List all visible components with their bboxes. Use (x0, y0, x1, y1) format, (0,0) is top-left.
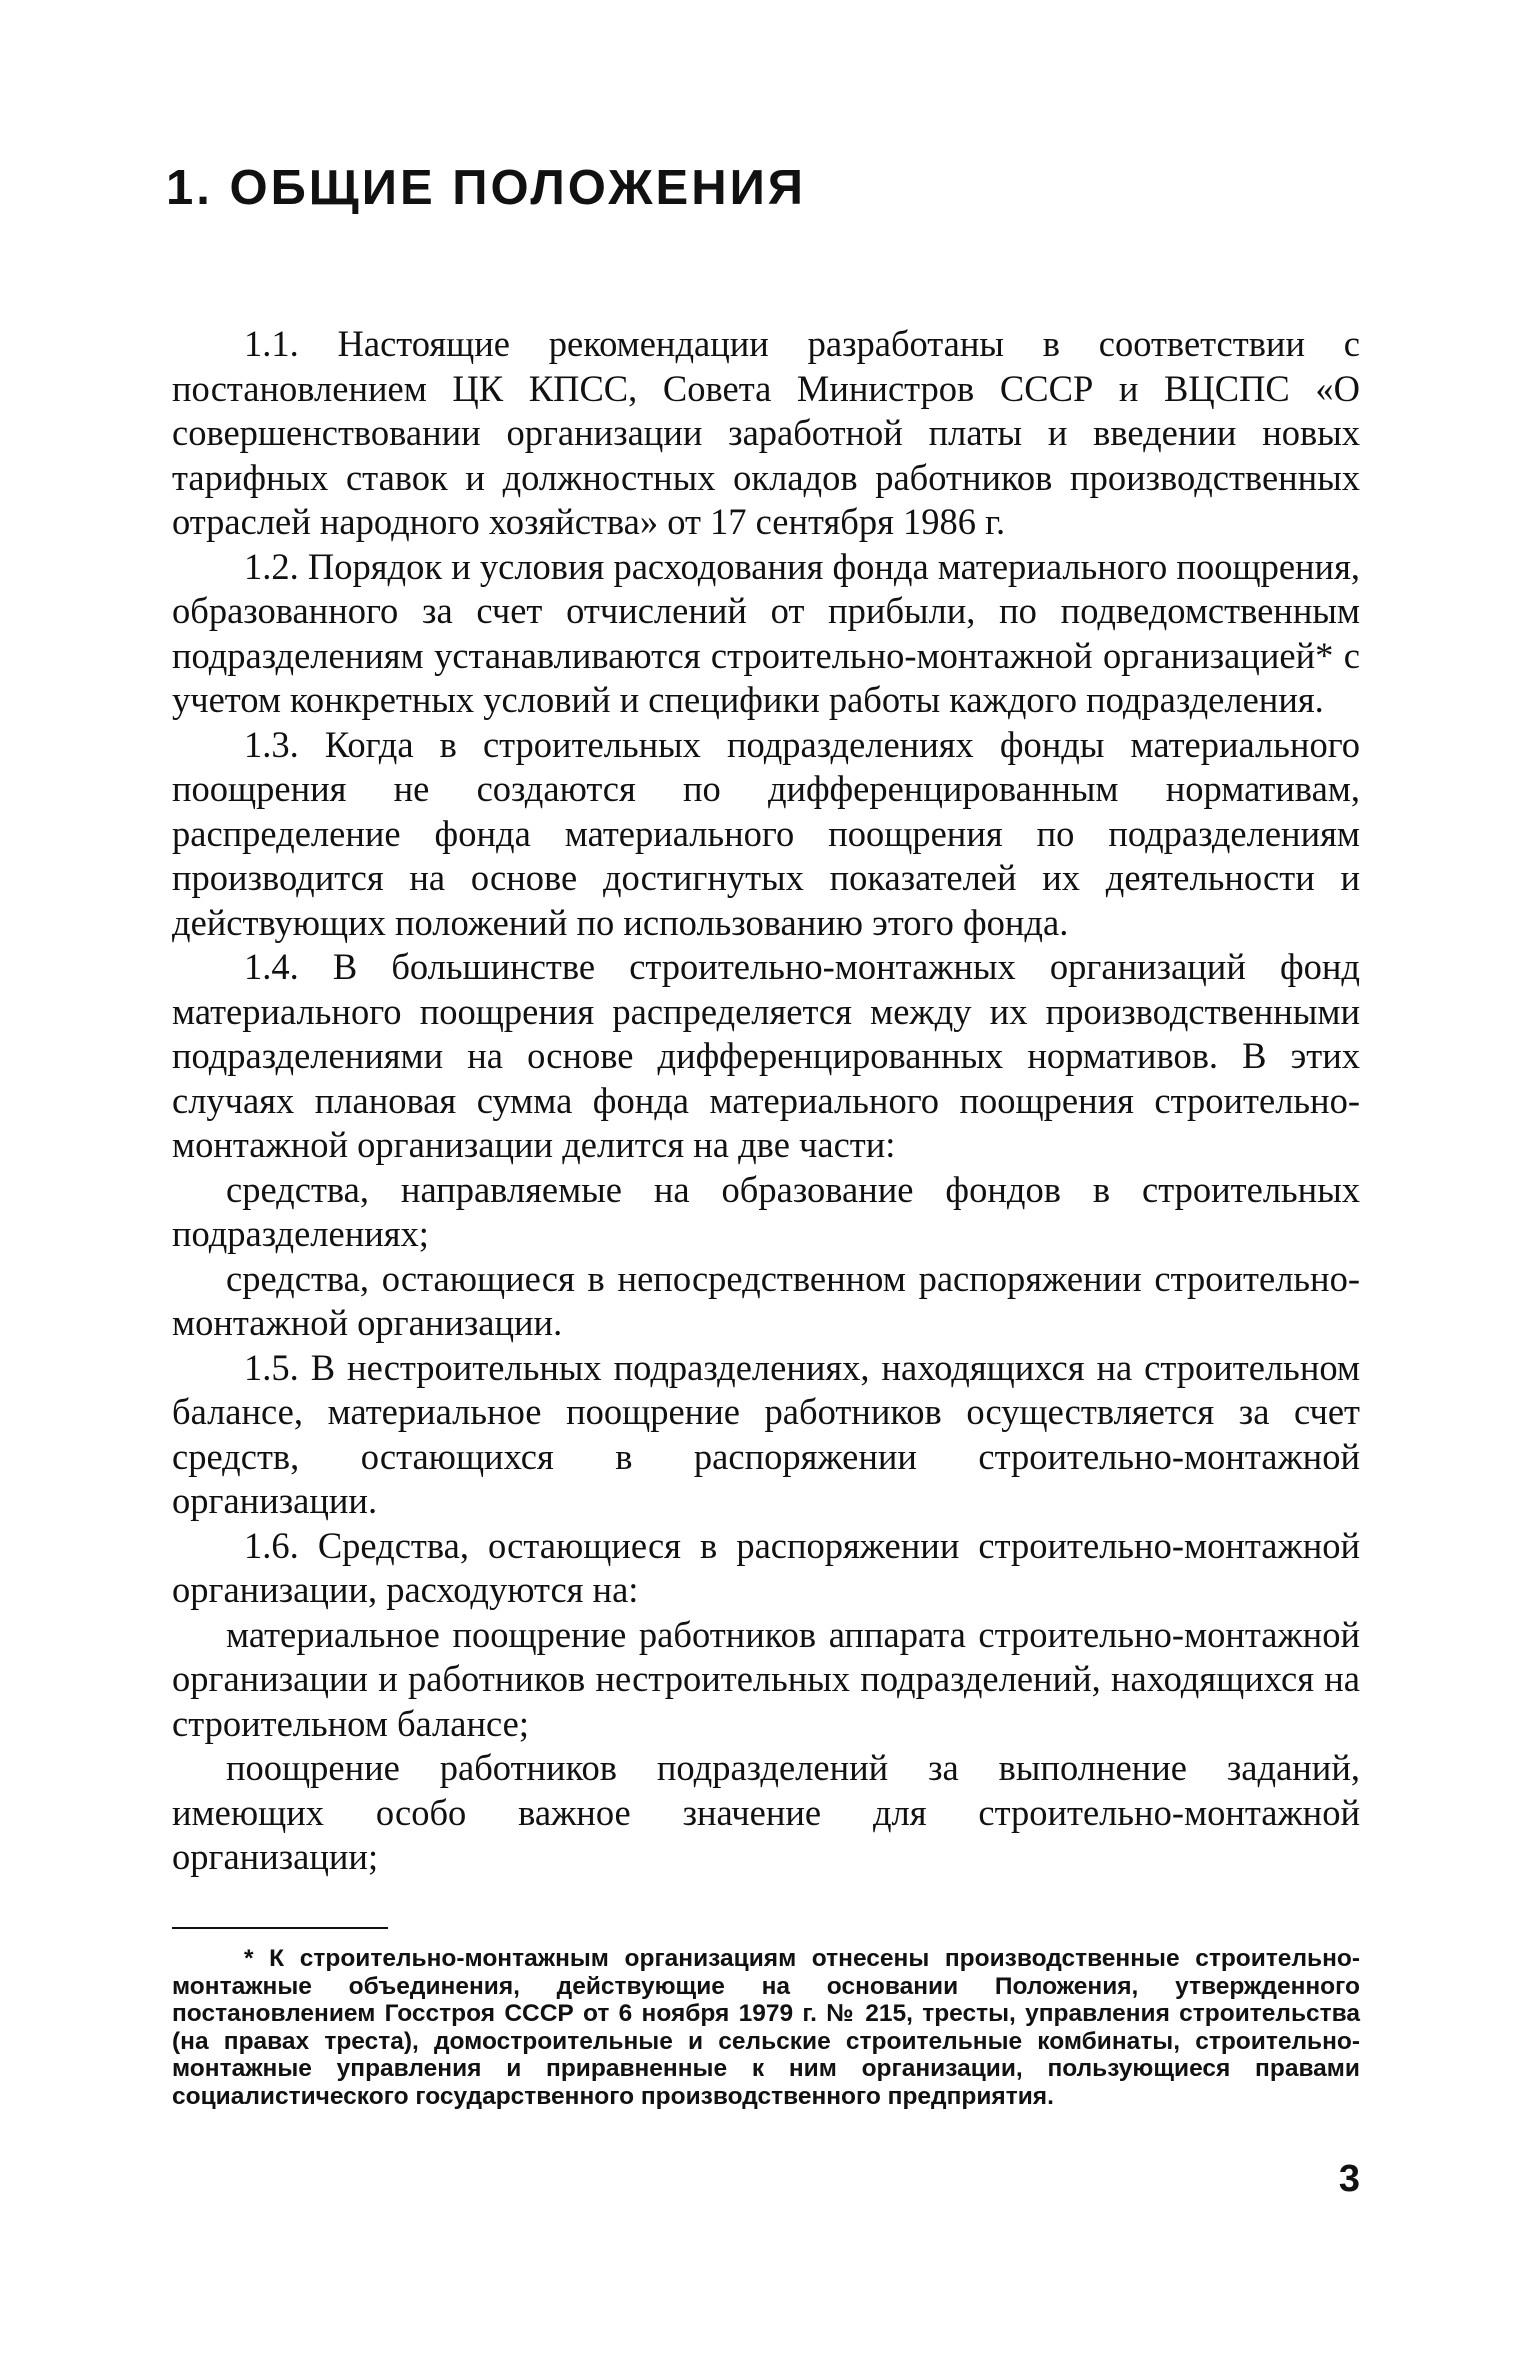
list-item (172, 1613, 1360, 1747)
paragraph-number: 1.4. (244, 946, 299, 987)
paragraph-number: 1.6. (244, 1524, 299, 1566)
paragraph-text: В большинстве строительно-монтажных организаций фонд материального поощрения распределяется между их производственными подразделениями на основе дифференцированных нормативов. В этих случаях плановая сумма фонда материального поощрения строительно-монтажной организации делится на две части: (172, 946, 1360, 1165)
section-heading: 1. ОБЩИЕ ПОЛОЖЕНИЯ (166, 161, 807, 215)
list-item (172, 1746, 1360, 1880)
paragraph-number: 1.5. (244, 1346, 299, 1388)
paragraph-text: поощрение работников подразделений за выполнение заданий, имеющих особо важное значение для строительно-монтажной организации; (172, 1747, 1360, 1877)
document-body (172, 322, 1360, 1880)
paragraph-1-5 (172, 1346, 1360, 1524)
paragraph-text: В нестроительных подразделениях, находящихся на строительном балансе, материальное поощрение работников осуществляется за счет средств, остающихся в распоряжении строительно-монтажной организации. (172, 1346, 1361, 1521)
paragraph-number: 1.1. (244, 323, 299, 364)
list-item (172, 1257, 1360, 1346)
paragraph-text: средства, направляемые на образование фондов в строительных подразделениях; (172, 1168, 1360, 1254)
page-number: 3 (1338, 2158, 1360, 2200)
paragraph-number: 1.2. (244, 545, 299, 587)
paragraph-text: Средства, остающиеся в распоряжении строительно-монтажной организации, расходуются на: (172, 1524, 1361, 1610)
paragraph-text: материальное поощрение работников аппарата строительно-монтажной организации и работников нестроительных подразделений, находящихся на строительном балансе; (172, 1613, 1360, 1744)
footnote: * К строительно-монтажным организациям отнесены производственные строительно-монтажные объединения, действующие на основании Положения, утвержденного постановлением Госстроя СССР от 6 ноября 1979 г. № 215, тресты, управления строительства (на правах треста), домостроительные и сельские строительные комбинаты, строительно-монтажные управления и приравненные к ним организации, пользующиеся правами социалистического государственного производственного предприятия. (172, 1945, 1360, 2110)
paragraph-1-2 (172, 545, 1360, 723)
paragraph-1-1 (172, 322, 1360, 545)
footnote-divider (172, 1927, 388, 1929)
paragraph-text: средства, остающиеся в непосредственном распоряжении строительно-монтажной организации. (172, 1257, 1360, 1343)
paragraph-1-4 (172, 945, 1360, 1168)
paragraph-1-6 (172, 1524, 1360, 1613)
list-item (172, 1168, 1360, 1257)
paragraph-1-3 (172, 723, 1360, 946)
paragraph-text: Настоящие рекомендации разработаны в соответствии с постановлением ЦК КПСС, Совета Министров СССР и ВЦСПС «О совершенствовании организации заработной платы и введении новых тарифных ставок и должностных окладов работников производственных отраслей народного хозяйства» от 17 сентября 1986 г. (172, 323, 1360, 542)
paragraph-text: Когда в строительных подразделениях фонды материального поощрения не создаются по дифференцированным нормативам, распределение фонда материального поощрения по подразделениям производится на основе достигнутых показателей их деятельности и действующих положений по использованию этого фонда. (172, 723, 1361, 943)
paragraph-number: 1.3. (244, 723, 299, 765)
paragraph-text: Порядок и условия расходования фонда материального поощрения, образованного за счет отчислений от прибыли, по подведомственным подразделениям устанавливаются строительно-монтажной организацией* с учетом конкретных условий и специфики работы каждого подразделения. (172, 545, 1361, 720)
